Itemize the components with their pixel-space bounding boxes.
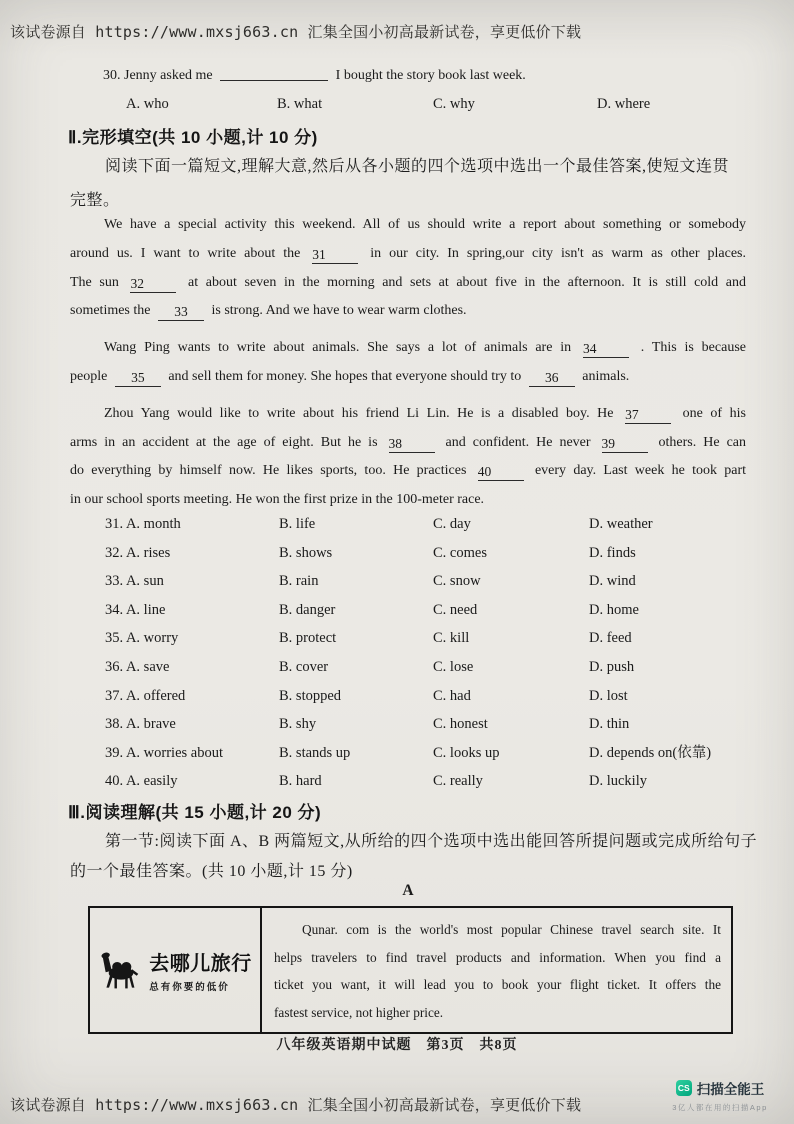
reading-passage-line: Qunar. com is the world's most popular Chinese travel search site. It [302,922,721,937]
passage-line: Wang Ping wants to write about animals. She says a lot of animals are in 34 . This is because [104,340,746,357]
option-cell: D. wind [589,573,636,590]
option-cell: D. feed [589,630,632,647]
passage-paragraph [70,400,746,515]
option-row [70,510,770,539]
reading-passage-line: ticket you want, it will lead you to book your flight ticket. It offers the [274,977,721,992]
reading-passage-text [262,908,731,1032]
option-row [70,653,770,682]
section2-heading: Ⅱ.完形填空(共 10 小题,计 10 分) [68,128,318,147]
option-cell: C. really [433,773,483,790]
cloze-passage [70,211,746,523]
qunar-logo-title: 去哪儿旅行 [149,953,252,975]
watermark-bottom: 该试卷源自 https://www.mxsj663.cn 汇集全国小初高最新试卷，享更低价下载 [10,1096,582,1114]
option-cell: C. honest [433,716,488,733]
passage-line: in our school sports meeting. He won the first prize in the 100-meter race. [70,492,485,508]
option-row [70,682,770,711]
option-cell: 39. A. worries about [105,744,223,761]
option-cell: D. finds [589,544,636,561]
scanner-app-name: 扫描全能王 [696,1082,765,1097]
passage-paragraph [70,334,746,392]
passage-line: Zhou Yang would like to write about his friend Li Lin. He is a disabled boy. He 37 one of his [104,405,746,422]
blank-answer [220,64,328,81]
passage-line: We have a special activity this weekend. All of us should write a report about something or somebody [104,217,746,232]
passage-line: sometimes the 33 is strong. And we have to wear warm clothes. [70,303,467,320]
option-row [70,739,770,768]
option-cell: C. lose [433,658,474,675]
option-cell: B. shy [279,716,317,733]
option-cell: D. push [589,658,635,675]
option-cell: B. stands up [279,744,351,761]
option-cell: C. snow [433,573,481,590]
option-cell: B. stopped [279,687,342,704]
passage-line: arms in an accident at the age of eight. But he is 38 and confident. He never 39 others. He can [70,434,746,451]
passage-line: The sun 32 at about seven in the morning and sets at about five in the afternoon. It is still cold and [70,274,746,291]
camel-icon [98,949,144,991]
option-row [70,624,770,653]
blank-38: 38 [389,436,435,453]
option-row [70,710,770,739]
option-cell: 32. A. rises [105,544,171,561]
option-cell: C. why [433,96,475,112]
blank-35: 35 [115,370,161,387]
option-cell: A. who [126,96,169,112]
option-cell: D. thin [589,716,630,733]
camscanner-icon: CS [676,1080,692,1096]
option-cell: 34. A. line [105,601,166,618]
option-cell: D. depends on(依靠) [589,744,712,761]
option-cell: C. looks up [433,744,500,761]
section3-instructions-line1: 第一节:阅读下面 A、B 两篇短文,从所给的四个选项中选出能回答所提问题或完成所给句子 [105,833,758,850]
option-cell: B. life [279,516,316,532]
option-row [70,596,770,625]
option-cell: D. weather [589,516,653,532]
option-cell: D. home [589,601,639,618]
page-footer: 八年级英语期中试题 第3页 共8页 [276,1038,518,1053]
option-cell: D. luckily [589,773,647,790]
blank-36: 36 [529,370,575,387]
question-30: 30. Jenny asked me I bought the story book last week. [103,62,703,91]
option-row [70,767,770,796]
option-row [70,539,770,568]
blank-32: 32 [130,276,176,293]
section2-instructions-line1: 阅读下面一篇短文,理解大意,然后从各小题的四个选项中选出一个最佳答案,使短文连贯 [105,158,730,175]
option-cell: D. lost [589,687,628,704]
blank-39: 39 [602,436,648,453]
option-cell: C. had [433,687,471,704]
option-cell: C. comes [433,544,487,561]
scanner-tagline: 3亿人都在用的扫描App [672,1103,768,1112]
passage-paragraph [70,211,746,326]
qunar-logo-slogan: 总有你要的低价 [149,982,230,993]
option-cell: C. day [433,516,471,532]
option-cell: 40. A. easily [105,773,178,790]
blank-37: 37 [625,407,671,424]
blank-33: 33 [158,304,204,321]
qunar-logo [90,908,262,1032]
option-cell: C. need [433,601,478,618]
reading-passage-box [88,906,733,1034]
option-cell: 38. A. brave [105,716,176,733]
passage-a-label: A [402,882,414,899]
option-cell: B. protect [279,630,337,647]
passage-line: people 35 and sell them for money. She hopes that everyone should try to 36 animals. [70,368,630,385]
option-cell: B. hard [279,773,322,790]
option-cell: 31. A. month [105,516,181,532]
option-cell: C. kill [433,630,470,647]
scanner-brand [655,1078,785,1113]
option-cell: 36. A. save [105,658,170,675]
option-row [70,567,770,596]
section2-instructions-line2: 完整。 [70,192,120,209]
option-cell: B. shows [279,544,333,561]
watermark-top: 该试卷源自 https://www.mxsj663.cn 汇集全国小初高最新试卷，享更低价下载 [10,23,582,41]
option-cell: 37. A. offered [105,687,186,704]
reading-passage-line: helps travelers to find travel products and information. When you find a [274,949,721,965]
option-cell: B. rain [279,573,319,590]
passage-line: do everything by himself now. He likes sports, too. He practices 40 every day. Last week he took part [70,463,746,480]
option-cell: 33. A. sun [105,573,164,590]
option-cell: D. where [597,96,651,112]
blank-31: 31 [312,247,358,264]
section3-instructions-line2: 的一个最佳答案。(共 10 小题,计 15 分) [70,863,353,880]
option-cell: B. what [277,96,323,112]
blank-40: 40 [478,464,524,481]
blank-34: 34 [583,341,629,358]
passage-line: around us. I want to write about the 31 in our city. In spring,our city isn't as warm as other places. [70,245,746,262]
option-cell: 35. A. worry [105,630,179,647]
reading-passage-line: fastest service, not higher price. [274,1004,444,1020]
option-cell: B. danger [279,601,336,618]
cloze-options-31-40 [70,510,770,796]
question-30-options [70,90,794,119]
option-cell: B. cover [279,658,329,675]
section3-heading: Ⅲ.阅读理解(共 15 小题,计 20 分) [68,803,322,822]
